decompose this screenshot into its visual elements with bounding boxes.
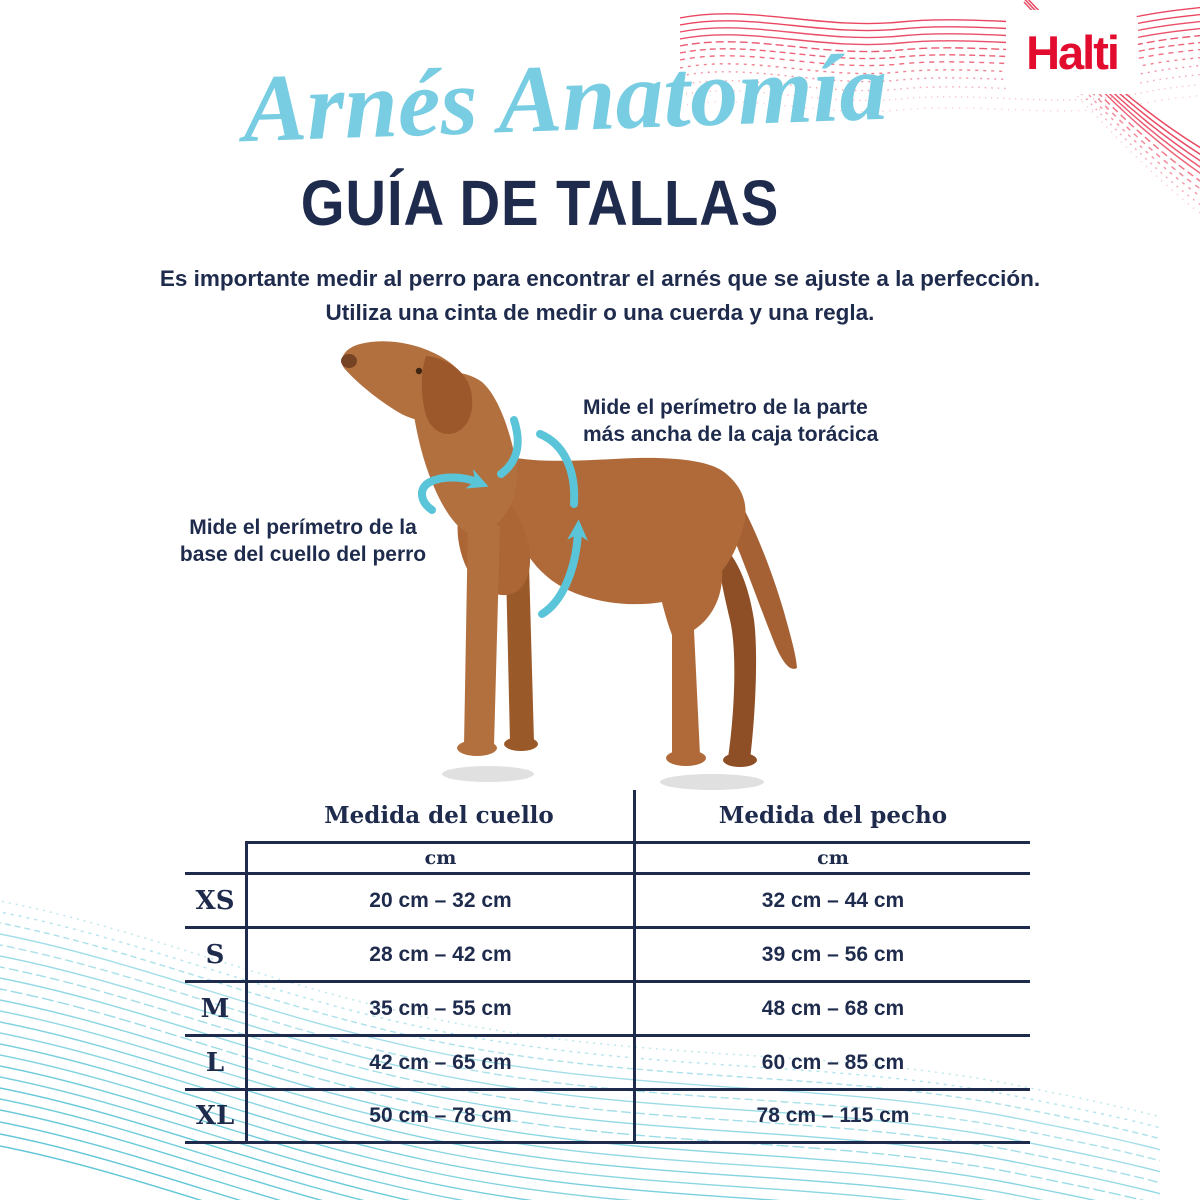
unit-row-empty xyxy=(185,841,245,872)
dog-shadow xyxy=(442,766,764,790)
brand-logo xyxy=(1006,10,1138,94)
unit-chest: cm xyxy=(633,841,1030,872)
dog-eye xyxy=(416,368,422,374)
brand-logo-text: Halti xyxy=(1026,25,1118,79)
size-label-xl: XL xyxy=(185,1088,245,1144)
neck-value-s: 28 cm – 42 cm xyxy=(245,926,633,980)
chest-value-xs: 32 cm – 44 cm xyxy=(633,872,1030,926)
size-label-m: M xyxy=(185,980,245,1034)
chest-value-l: 60 cm – 85 cm xyxy=(633,1034,1030,1088)
neck-note-line-1: Mide el perímetro de la xyxy=(189,516,417,539)
dog-nose xyxy=(341,354,357,368)
chest-note-line-1: Mide el perímetro de la parte xyxy=(583,396,868,419)
neck-value-m: 35 cm – 55 cm xyxy=(245,980,633,1034)
size-label-l: L xyxy=(185,1034,245,1088)
chest-note-line-2: más ancha de la caja torácica xyxy=(583,423,879,446)
neck-value-l: 42 cm – 65 cm xyxy=(245,1034,633,1088)
title-script: Arnés Anatomía xyxy=(240,32,889,163)
chest-value-m: 48 cm – 68 cm xyxy=(633,980,1030,1034)
chest-value-xl: 78 cm – 115 cm xyxy=(633,1088,1030,1144)
neck-value-xl: 50 cm – 78 cm xyxy=(245,1088,633,1144)
size-table xyxy=(185,790,1030,1144)
neck-measure-note xyxy=(172,514,434,568)
dog-ear xyxy=(422,356,473,434)
unit-neck: cm xyxy=(245,841,633,872)
neck-value-xs: 20 cm – 32 cm xyxy=(245,872,633,926)
intro-line-1: Es importante medir al perro para encontrar el arnés que se ajuste a la perfección. xyxy=(159,266,1041,291)
page-title: GUÍA DE TALLAS xyxy=(300,167,780,239)
table-corner-empty xyxy=(185,790,245,841)
size-label-xs: XS xyxy=(185,872,245,926)
neck-note-line-2: base del cuello del perro xyxy=(179,543,427,566)
column-header-neck: Medida del cuello xyxy=(324,802,554,829)
chest-value-s: 39 cm – 56 cm xyxy=(633,926,1030,980)
intro-line-2: Utiliza una cinta de medir o una cuerda y una regla. xyxy=(325,300,875,325)
chest-measure-note xyxy=(583,394,878,448)
size-label-s: S xyxy=(185,926,245,980)
intro-text xyxy=(0,262,1200,330)
column-header-chest: Medida del pecho xyxy=(633,790,1030,841)
